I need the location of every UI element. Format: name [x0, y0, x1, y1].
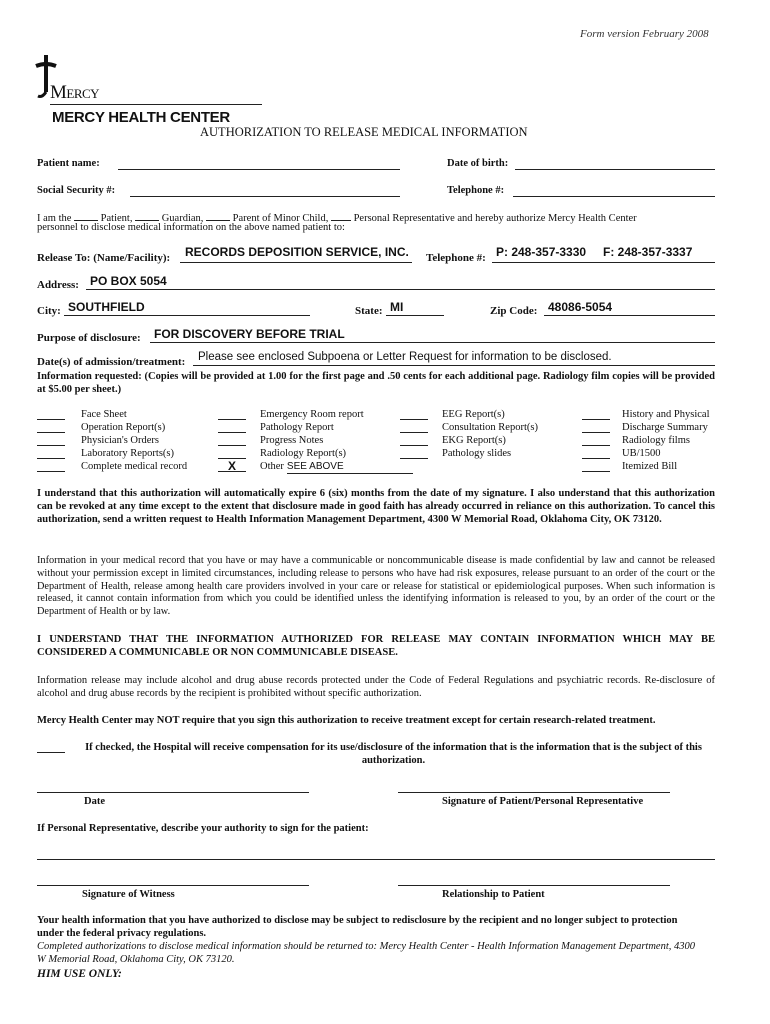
purpose-field[interactable] [150, 342, 715, 343]
communicable-paragraph: Information in your medical record that you have or may have a communicable or noncommunicable disease is made confidential by law and cannot be released without your permission except in limited circumstances, including release to persons who have had risk exposures, release pursuant to an order of the court or the Department of Health, release among health care providers involved in your care or release for statistical or epidemiological purposes. When such information is released, it cannot contain information from which you could be identified unless the identifying information is released to you, by an order of the court or the Department of Health or by law. [37, 555, 715, 618]
release-phone-value: P: 248-357-3330 [496, 245, 587, 259]
checkbox[interactable] [400, 421, 428, 433]
checklist-label: Radiology films [622, 435, 690, 446]
witness-line[interactable] [37, 885, 309, 886]
address-field[interactable] [86, 289, 715, 290]
checkbox[interactable] [582, 408, 610, 420]
rep-option: Personal Representative and hereby authorize Mercy Health Center [353, 213, 637, 224]
checklist-label: Emergency Room report [260, 409, 364, 420]
checklist-label: UB/1500 [622, 448, 661, 459]
other-value[interactable]: SEE ABOVE [287, 460, 413, 474]
info-requested: Information requested: (Copies will be provided at 1.00 for the first page and .50 cents for each additional page. Radiology film copies will be provided at $5.00 per sheet.) [37, 371, 715, 395]
checklist-item[interactable] [582, 460, 710, 473]
signature-label: Signature of Patient/Personal Representative [442, 796, 644, 807]
form-title: AUTHORIZATION TO RELEASE MEDICAL INFORMATION [200, 125, 528, 139]
parent-option: Parent of Minor Child, [232, 213, 329, 224]
checklist-label: Complete medical record [81, 461, 188, 472]
expire-paragraph: I understand that this authorization will automatically expire 6 (six) months from the date of my signature. I also understand that this authorization can be revoked at any time except to the extent that disclosure made in good faith has already occurred in reliance on this authorization. To cancel this authorization, send a written request to Health Information Management Department, 4300 W Memorial Road, Oklahoma City, OK 73120. [37, 488, 715, 525]
logo-text: Mercy [50, 82, 100, 103]
relationship-label: Relationship to Patient [442, 889, 545, 900]
checkbox[interactable] [37, 408, 65, 420]
date-label: Date [84, 796, 105, 807]
checklist-item[interactable] [37, 408, 187, 421]
checkbox[interactable] [582, 447, 610, 459]
logo-rule [50, 104, 262, 105]
checklist-item[interactable] [37, 460, 187, 473]
address-label: Address: [37, 279, 79, 291]
release-fax-value: F: 248-357-3337 [603, 245, 693, 259]
relationship-line-field[interactable] [398, 885, 670, 886]
checklist-label: Radiology Report(s) [260, 448, 347, 459]
checklist-item[interactable] [218, 421, 413, 434]
checklist-label: Progress Notes [260, 435, 324, 446]
zip-label: Zip Code: [490, 305, 538, 317]
iam-line2: personnel to disclose medical information on the above named patient to: [37, 222, 345, 233]
checklist-label: Pathology slides [442, 448, 512, 459]
authority-line[interactable] [37, 859, 715, 860]
checklist-item[interactable] [218, 408, 413, 421]
checkbox[interactable] [218, 408, 246, 420]
dates-field[interactable] [193, 365, 715, 366]
state-field[interactable] [386, 315, 444, 316]
ssn-field[interactable] [130, 196, 400, 197]
rep-checkbox[interactable] [331, 210, 351, 221]
other-checkbox[interactable]: X [218, 460, 246, 472]
parent-checkbox[interactable] [206, 210, 230, 221]
checklist-item[interactable] [400, 434, 538, 447]
checkbox[interactable] [218, 447, 246, 459]
telephone-field[interactable] [513, 196, 715, 197]
redisclosure-text: Your health information that you have authorized to disclose may be subject to redisclosure by the recipient and no longer subject to protection under the federal privacy regulations. [37, 915, 678, 939]
checkbox[interactable] [37, 447, 65, 459]
not-require-text: Mercy Health Center may NOT require that you sign this authorization to receive treatment except for certain research-related treatment. [37, 715, 656, 726]
address-value: PO BOX 5054 [90, 274, 167, 288]
patient-option: Patient, [100, 213, 133, 224]
checkbox[interactable] [582, 434, 610, 446]
date-line[interactable] [37, 792, 309, 793]
checklist-item[interactable] [400, 447, 538, 460]
checkbox[interactable] [400, 447, 428, 459]
guardian-option: Guardian, [161, 213, 204, 224]
caps-paragraph: I UNDERSTAND THAT THE INFORMATION AUTHORIZED FOR RELEASE MAY CONTAIN INFORMATION WHICH MAY BE CONSIDERED A COMMUNICABLE OR NON COMMUNICABLE DISEASE. [37, 634, 715, 658]
release-to-value: RECORDS DEPOSITION SERVICE, INC. [185, 245, 409, 259]
patient-name-field[interactable] [118, 169, 400, 170]
checklist-label: EKG Report(s) [442, 435, 506, 446]
return-text: Completed authorizations to disclose medical information should be returned to: Mercy Health Center - Health Information Management Department, 4300 W Memorial Road, Oklahoma City, OK 73120. [37, 941, 696, 965]
checklist-col3 [400, 408, 538, 460]
city-field[interactable] [64, 315, 310, 316]
checklist-col4 [582, 408, 710, 473]
checklist-item-other[interactable] [218, 460, 413, 474]
alcohol-paragraph: Information release may include alcohol and drug abuse records protected under the Code of Federal Regulations and psychiatric records. Re-disclosure of alcohol and drug abuse records by the recipient is prohibited without specific authorization. [37, 675, 715, 699]
checklist-label: Laboratory Reports(s) [81, 448, 175, 459]
patient-name-label: Patient name: [37, 158, 100, 169]
state-value: MI [390, 300, 404, 314]
checklist-label: Face Sheet [81, 409, 127, 420]
checklist-label: EEG Report(s) [442, 409, 505, 420]
release-phone-label: Telephone #: [426, 252, 486, 264]
checkbox[interactable] [218, 434, 246, 446]
release-phone-field[interactable] [492, 262, 715, 263]
him-use-only: HIM USE ONLY: [37, 968, 122, 980]
checklist-label: Operation Report(s) [81, 422, 166, 433]
checklist-item[interactable] [582, 421, 710, 434]
compensation-checkbox[interactable] [37, 752, 65, 753]
city-label: City: [37, 305, 61, 317]
checklist-item[interactable] [582, 408, 710, 421]
checklist-item[interactable] [218, 434, 413, 447]
state-label: State: [355, 305, 383, 317]
guardian-checkbox[interactable] [135, 210, 159, 221]
dob-field[interactable] [515, 169, 715, 170]
org-name: MERCY HEALTH CENTER [52, 109, 230, 126]
checklist-item[interactable] [37, 434, 187, 447]
release-to-label: Release To: (Name/Facility): [37, 252, 171, 264]
checklist-label: Itemized Bill [622, 461, 678, 472]
checklist-label: Physician's Orders [81, 435, 160, 446]
dates-value: Please see enclosed Subpoena or Letter Request for information to be disclosed. [198, 351, 612, 363]
checklist-label: Other [260, 461, 284, 472]
form-version: Form version February 2008 [580, 28, 709, 40]
checklist-item[interactable] [582, 434, 710, 447]
checklist-col1 [37, 408, 187, 473]
checkbox[interactable] [400, 408, 428, 420]
checklist-item[interactable] [582, 447, 710, 460]
checkbox[interactable] [37, 421, 65, 433]
release-to-field[interactable] [180, 262, 412, 263]
checkbox[interactable] [400, 434, 428, 446]
checkbox[interactable] [37, 460, 65, 472]
checklist-item[interactable] [400, 421, 538, 434]
checklist-label: Discharge Summary [622, 422, 708, 433]
checklist-label: Consultation Report(s) [442, 422, 538, 433]
patient-checkbox[interactable] [74, 210, 98, 221]
checkbox[interactable] [37, 434, 65, 446]
zip-value: 48086-5054 [548, 300, 613, 314]
purpose-label: Purpose of disclosure: [37, 332, 141, 344]
checklist-label: History and Physical [622, 409, 710, 420]
checklist-label: Pathology Report [260, 422, 334, 433]
checkbox[interactable] [582, 460, 610, 472]
telephone-label: Telephone #: [447, 185, 505, 196]
checkbox[interactable] [218, 421, 246, 433]
witness-label: Signature of Witness [82, 889, 175, 900]
zip-field[interactable] [544, 315, 715, 316]
purpose-value: FOR DISCOVERY BEFORE TRIAL [154, 327, 345, 341]
checklist-col2 [218, 408, 413, 474]
checklist-item[interactable] [37, 421, 187, 434]
dob-label: Date of birth: [447, 158, 509, 169]
authority-label: If Personal Representative, describe your authority to sign for the patient: [37, 823, 369, 834]
checklist-item[interactable] [37, 447, 187, 460]
checkbox[interactable] [582, 421, 610, 433]
checklist-item[interactable] [218, 447, 413, 460]
checklist-item[interactable] [400, 408, 538, 421]
iam-label: I am the [37, 213, 72, 224]
signature-line[interactable] [398, 792, 670, 793]
ssn-label: Social Security #: [37, 185, 116, 196]
compensation-text: If checked, the Hospital will receive compensation for its use/disclosure of the information that is the information that is the subject of this authorization. [85, 742, 702, 766]
dates-label: Date(s) of admission/treatment: [37, 356, 186, 368]
city-value: SOUTHFIELD [68, 300, 145, 314]
